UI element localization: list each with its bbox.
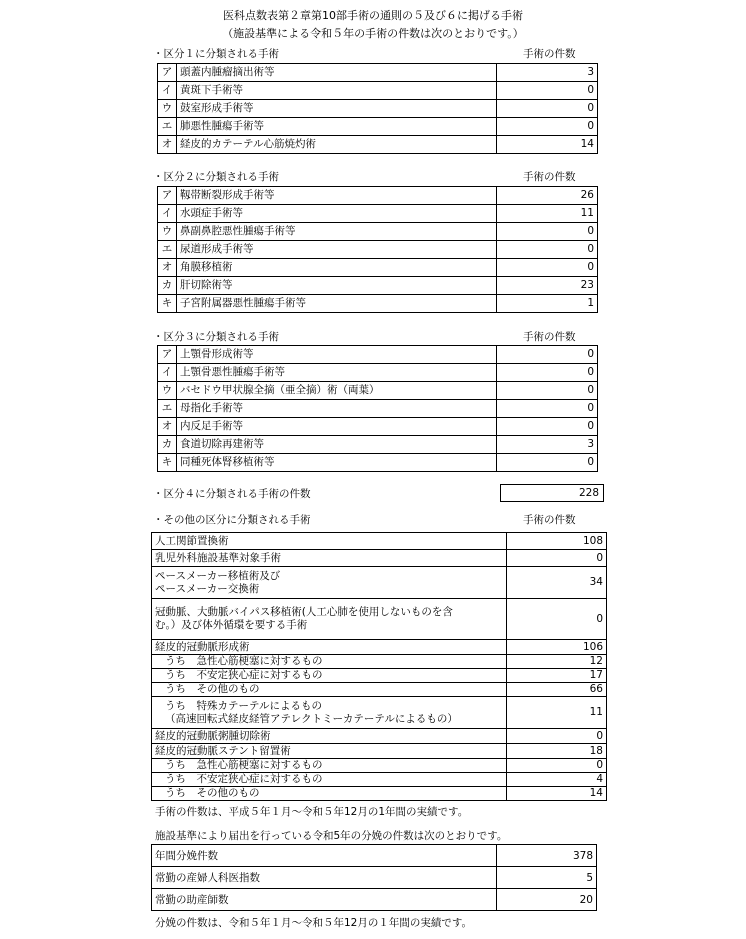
- row-count: 378: [497, 845, 597, 867]
- row-key: カ: [158, 277, 177, 295]
- row-count: 0: [497, 454, 598, 472]
- row-count: 0: [497, 118, 598, 136]
- birth-note: 分娩の件数は、令和５年１月～令和５年12月の１年間の実績です。: [155, 917, 473, 929]
- row-count: 20: [497, 889, 597, 911]
- table-row: [152, 567, 607, 599]
- section1-count-header: 手術の件数: [523, 48, 576, 60]
- table-row: [152, 744, 607, 759]
- row-count: 0: [497, 223, 598, 241]
- row-count: 0: [507, 550, 607, 567]
- row-key: ア: [158, 64, 177, 82]
- table-row: [152, 787, 607, 801]
- page-subtitle: （施設基準による令和５年の手術の件数は次のとおりです。）: [222, 27, 524, 40]
- row-label: 常勤の産婦人科医指数: [152, 867, 497, 889]
- row-name: 同種死体腎移植術等: [177, 454, 497, 472]
- table-row: [158, 382, 598, 400]
- other-note: 手術の件数は、平成５年１月～令和５年12月の1年間の実績です。: [155, 806, 469, 818]
- section3-table: [157, 345, 598, 472]
- row-key: ウ: [158, 100, 177, 118]
- row-name: 角膜移植術: [177, 259, 497, 277]
- row-key: キ: [158, 295, 177, 313]
- birth-heading: 施設基準により届出を行っている令和5年の分娩の件数は次のとおりです。: [155, 830, 508, 842]
- row-label: ペースメーカー移植術及び ペースメーカー交換術: [152, 567, 507, 599]
- row-count: 11: [507, 697, 607, 729]
- table-row: [152, 845, 597, 867]
- row-label: うち その他のもの: [152, 787, 507, 801]
- row-label: うち 急性心筋梗塞に対するもの: [152, 759, 507, 773]
- table-row: [158, 418, 598, 436]
- row-key: エ: [158, 118, 177, 136]
- section1-heading: ・区分１に分類される手術: [153, 48, 279, 60]
- row-count: 0: [497, 241, 598, 259]
- row-label: 常勤の助産師数: [152, 889, 497, 911]
- row-label: うち その他のもの: [152, 683, 507, 697]
- table-row: [152, 533, 607, 550]
- row-count: 0: [507, 729, 607, 744]
- table-row: [158, 295, 598, 313]
- table-row: [152, 550, 607, 567]
- row-name: 頭蓋内腫瘤摘出術等: [177, 64, 497, 82]
- row-key: ア: [158, 187, 177, 205]
- row-count: 0: [497, 382, 598, 400]
- table-row: [158, 100, 598, 118]
- section1-table: [157, 63, 598, 154]
- row-count: 0: [497, 259, 598, 277]
- row-key: エ: [158, 400, 177, 418]
- section3-count-header: 手術の件数: [523, 331, 576, 343]
- section2-count-header: 手術の件数: [523, 171, 576, 183]
- row-name: 鼻副鼻腔悪性腫瘍手術等: [177, 223, 497, 241]
- row-name: 経皮的カテーテル心筋焼灼術: [177, 136, 497, 154]
- table-row: [158, 205, 598, 223]
- row-count: 18: [507, 744, 607, 759]
- row-count: 0: [507, 759, 607, 773]
- row-key: オ: [158, 136, 177, 154]
- row-label: うち 不安定狭心症に対するもの: [152, 773, 507, 787]
- row-name: 鼓室形成手術等: [177, 100, 497, 118]
- row-count: 0: [497, 400, 598, 418]
- other-count-header: 手術の件数: [523, 514, 576, 526]
- row-key: オ: [158, 259, 177, 277]
- row-label: うち 急性心筋梗塞に対するもの: [152, 655, 507, 669]
- row-count: 14: [507, 787, 607, 801]
- table-row: [152, 683, 607, 697]
- table-row: [158, 346, 598, 364]
- row-label: 年間分娩件数: [152, 845, 497, 867]
- row-name: 靱帯断裂形成手術等: [177, 187, 497, 205]
- row-label: 乳児外科施設基準対象手術: [152, 550, 507, 567]
- row-count: 108: [507, 533, 607, 550]
- row-count: 17: [507, 669, 607, 683]
- row-name: 肝切除術等: [177, 277, 497, 295]
- row-label: うち 不安定狭心症に対するもの: [152, 669, 507, 683]
- row-count: 1: [497, 295, 598, 313]
- row-key: ウ: [158, 382, 177, 400]
- other-table: [151, 532, 607, 801]
- row-count: 0: [497, 418, 598, 436]
- section2-heading: ・区分２に分類される手術: [153, 171, 279, 183]
- row-key: イ: [158, 364, 177, 382]
- table-row: [152, 669, 607, 683]
- row-name: バセドウ甲状腺全摘（亜全摘）術（両葉）: [177, 382, 497, 400]
- table-row: [158, 64, 598, 82]
- row-label: 経皮的冠動脈形成術: [152, 640, 507, 655]
- row-name: 子宮附属器悪性腫瘍手術等: [177, 295, 497, 313]
- row-count: 34: [507, 567, 607, 599]
- birth-table: [151, 844, 597, 911]
- table-row: [158, 223, 598, 241]
- table-row: [158, 241, 598, 259]
- row-name: 尿道形成手術等: [177, 241, 497, 259]
- row-key: ア: [158, 346, 177, 364]
- row-count: 12: [507, 655, 607, 669]
- row-count: 23: [497, 277, 598, 295]
- table-row: [152, 599, 607, 640]
- row-label: 経皮的冠動脈粥腫切除術: [152, 729, 507, 744]
- row-label: 経皮的冠動脈ステント留置術: [152, 744, 507, 759]
- row-count: 0: [507, 599, 607, 640]
- table-row: [158, 136, 598, 154]
- section4-heading: ・区分４に分類される手術の件数: [153, 488, 311, 500]
- row-name: 水頭症手術等: [177, 205, 497, 223]
- row-label: 人工関節置換術: [152, 533, 507, 550]
- row-count: 14: [497, 136, 598, 154]
- table-row: [152, 773, 607, 787]
- row-key: ウ: [158, 223, 177, 241]
- row-count: 4: [507, 773, 607, 787]
- table-row: [158, 118, 598, 136]
- row-count: 3: [497, 436, 598, 454]
- row-count: 11: [497, 205, 598, 223]
- row-count: 0: [497, 82, 598, 100]
- row-count: 0: [497, 100, 598, 118]
- row-count: 3: [497, 64, 598, 82]
- table-row: [152, 655, 607, 669]
- row-key: エ: [158, 241, 177, 259]
- row-key: イ: [158, 205, 177, 223]
- section2-table: [157, 186, 598, 313]
- table-row: [152, 640, 607, 655]
- table-row: [158, 259, 598, 277]
- row-name: 母指化手術等: [177, 400, 497, 418]
- row-name: 食道切除再建術等: [177, 436, 497, 454]
- row-name: 肺悪性腫瘍手術等: [177, 118, 497, 136]
- section4-count: 228: [500, 484, 604, 502]
- row-count: 106: [507, 640, 607, 655]
- row-key: オ: [158, 418, 177, 436]
- page-title: 医科点数表第２章第10部手術の通則の５及び６に掲げる手術: [223, 9, 523, 22]
- row-count: 0: [497, 364, 598, 382]
- table-row: [158, 436, 598, 454]
- table-row: [158, 82, 598, 100]
- row-count: 66: [507, 683, 607, 697]
- row-count: 0: [497, 346, 598, 364]
- section3-heading: ・区分３に分類される手術: [153, 331, 279, 343]
- table-row: [158, 400, 598, 418]
- row-count: 5: [497, 867, 597, 889]
- table-row: [152, 867, 597, 889]
- row-key: イ: [158, 82, 177, 100]
- row-name: 内反足手術等: [177, 418, 497, 436]
- row-key: キ: [158, 454, 177, 472]
- table-row: [152, 697, 607, 729]
- table-row: [158, 454, 598, 472]
- row-count: 26: [497, 187, 598, 205]
- row-name: 上顎骨悪性腫瘍手術等: [177, 364, 497, 382]
- other-heading: ・その他の区分に分類される手術: [153, 514, 311, 526]
- table-row: [152, 889, 597, 911]
- row-label: うち 特殊カテーテルによるもの （高速回転式経皮経管アテレクトミーカテーテルによるもの）: [152, 697, 507, 729]
- table-row: [158, 187, 598, 205]
- table-row: [158, 277, 598, 295]
- table-row: [152, 759, 607, 773]
- table-row: [152, 729, 607, 744]
- row-key: カ: [158, 436, 177, 454]
- row-name: 上顎骨形成術等: [177, 346, 497, 364]
- row-label: 冠動脈、大動脈バイパス移植術(人工心肺を使用しないものを含 む。）及び体外循環を要する手術: [152, 599, 507, 640]
- table-row: [158, 364, 598, 382]
- row-name: 黄斑下手術等: [177, 82, 497, 100]
